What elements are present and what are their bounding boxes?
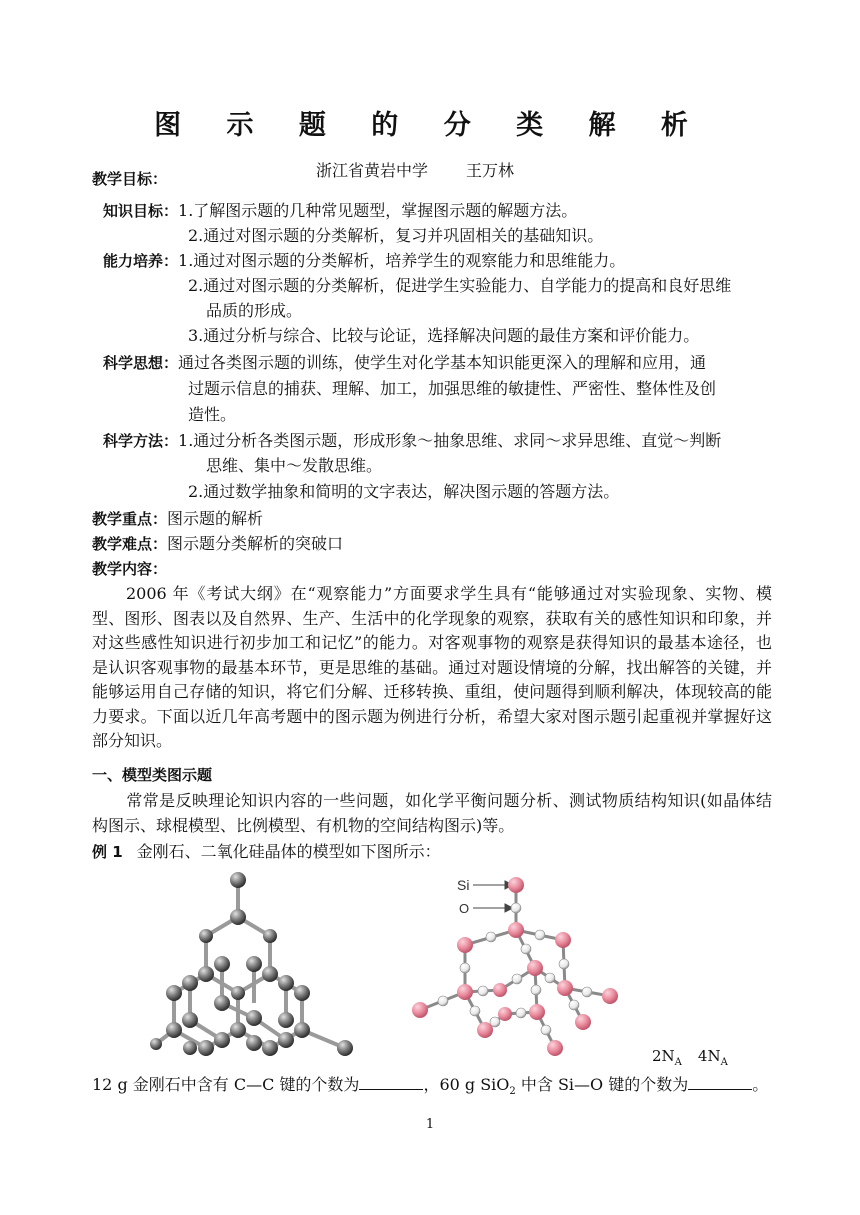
- answer-hints: [652, 1047, 728, 1068]
- sio2-crystal-figure: [405, 870, 635, 1065]
- example1-text: 金刚石、二氧化硅晶体的模型如下图所示：: [136, 842, 441, 861]
- example1-label: 例 1: [92, 843, 123, 861]
- knowledge-row-1: [103, 200, 577, 222]
- difficulty-text: 图示题分类解析的突破口: [167, 534, 344, 553]
- focus-text: 图示题的解析: [167, 509, 264, 528]
- ability-item: 品质的形成。: [206, 301, 303, 320]
- content-label: 教学内容：: [92, 560, 168, 578]
- knowledge-item: 1.了解图示题的几种常见题型，掌握图示题的解题方法。: [178, 201, 578, 220]
- knowledge-item: 2.通过对图示题的分类解析，复习并巩固相关的基础知识。: [188, 226, 604, 245]
- thinking-label: 科学思想：: [103, 354, 179, 372]
- author-line: [316, 158, 514, 181]
- diamond-crystal-figure: [150, 868, 370, 1068]
- diamond-carbon-atoms: [150, 872, 353, 1056]
- section1-heading: 一、模型类图示题: [92, 766, 213, 784]
- question-end: 。: [752, 1075, 769, 1094]
- legend-o-label: O: [459, 901, 470, 916]
- difficulty-label: 教学难点：: [92, 535, 168, 553]
- section1-paragraph: [92, 789, 772, 838]
- ability-item: 1.通过对图示题的分类解析，培养学生的观察能力和思维能力。: [178, 251, 626, 270]
- difficulty-row: [92, 533, 343, 555]
- ability-label: 能力培养：: [103, 252, 179, 270]
- method-row-1: [103, 430, 721, 452]
- example1-row: [92, 841, 441, 863]
- answer-1: $2N_A$: [652, 1047, 682, 1068]
- knowledge-label: 知识目标：: [103, 202, 179, 220]
- ability-item: 2.通过对图示题的分类解析，促进学生实验能力、自学能力的提高和良好思维: [188, 276, 732, 295]
- thinking-item: 造性。: [188, 405, 237, 424]
- author-school: 浙江省黄岩中学: [316, 161, 429, 180]
- example1-question: [92, 1074, 768, 1103]
- content-paragraph: [92, 582, 772, 754]
- thinking-item: 通过各类图示题的训练，使学生对化学基本知识能更深入的理解和应用，通: [178, 353, 707, 372]
- legend-si-label: Si: [457, 877, 470, 893]
- objectives-heading: 教学目标：: [92, 170, 168, 188]
- question-subscript: 2: [509, 1086, 516, 1098]
- focus-label: 教学重点：: [92, 510, 168, 528]
- answer-blank-2[interactable]: [688, 1075, 752, 1090]
- focus-row: [92, 508, 263, 530]
- answer-2: $4N_A$: [697, 1047, 728, 1068]
- thinking-row-1: [103, 352, 706, 374]
- ability-item: 3.通过分析与综合、比较与论证，选择解决问题的最佳方案和评价能力。: [188, 326, 700, 345]
- page-number: 1: [425, 1117, 435, 1132]
- author-name: 王万林: [466, 161, 515, 180]
- page-title: 图 示 题 的 分 类 解 析: [154, 110, 706, 141]
- method-label: 科学方法：: [103, 432, 179, 450]
- question-part-3: 中含 Si—O 键的个数为: [515, 1075, 689, 1094]
- method-item: 2.通过数学抽象和简明的文字表达，解决图示题的答题方法。: [188, 482, 620, 501]
- thinking-item: 过题示信息的捕获、理解、加工，加强思维的敏捷性、严密性、整体性及创: [188, 379, 717, 398]
- legend-arrows: [473, 881, 513, 912]
- content-paragraph-text: 2006 年《考试大纲》在“观察能力”方面要求学生具有“能够通过对实验现象、实物、模型、图形、图表以及自然界、生产、生活中的化学现象的观察，获取有关的感性知识和印象，并对这些感性知识进行初步加工和记忆”的能力。对客观事物的观察是获得知识的最基本途径，也是认识客观事物的最基本环节，更是思维的基础。通过对题设情境的分解，找出解答的关键，并能够运用自己存储的知识，将它们分解、迁移转换、重组，使问题得到顺利解决，体现较高的能力要求。下面以近几年高考题中的图示题为例进行分析，希望大家对图示题引起重视并掌握好这部分知识。: [92, 584, 772, 750]
- question-part-1: 12 g 金刚石中含有 C—C 键的个数为: [92, 1075, 360, 1094]
- ability-row-1: [103, 250, 625, 272]
- method-item: 1.通过分析各类图示题，形成形象～抽象思维、求同～求异思维、直觉～判断: [178, 431, 722, 450]
- section1-paragraph-text: 常常是反映理论知识内容的一些问题，如化学平衡问题分析、测试物质结构知识(如晶体结构图示、球棍模型、比例模型、有机物的空间结构图示)等。: [92, 791, 772, 835]
- question-part-2: ，60 g SiO: [423, 1075, 510, 1094]
- method-item: 思维、集中～发散思维。: [206, 456, 383, 475]
- answer-blank-1[interactable]: [359, 1075, 423, 1090]
